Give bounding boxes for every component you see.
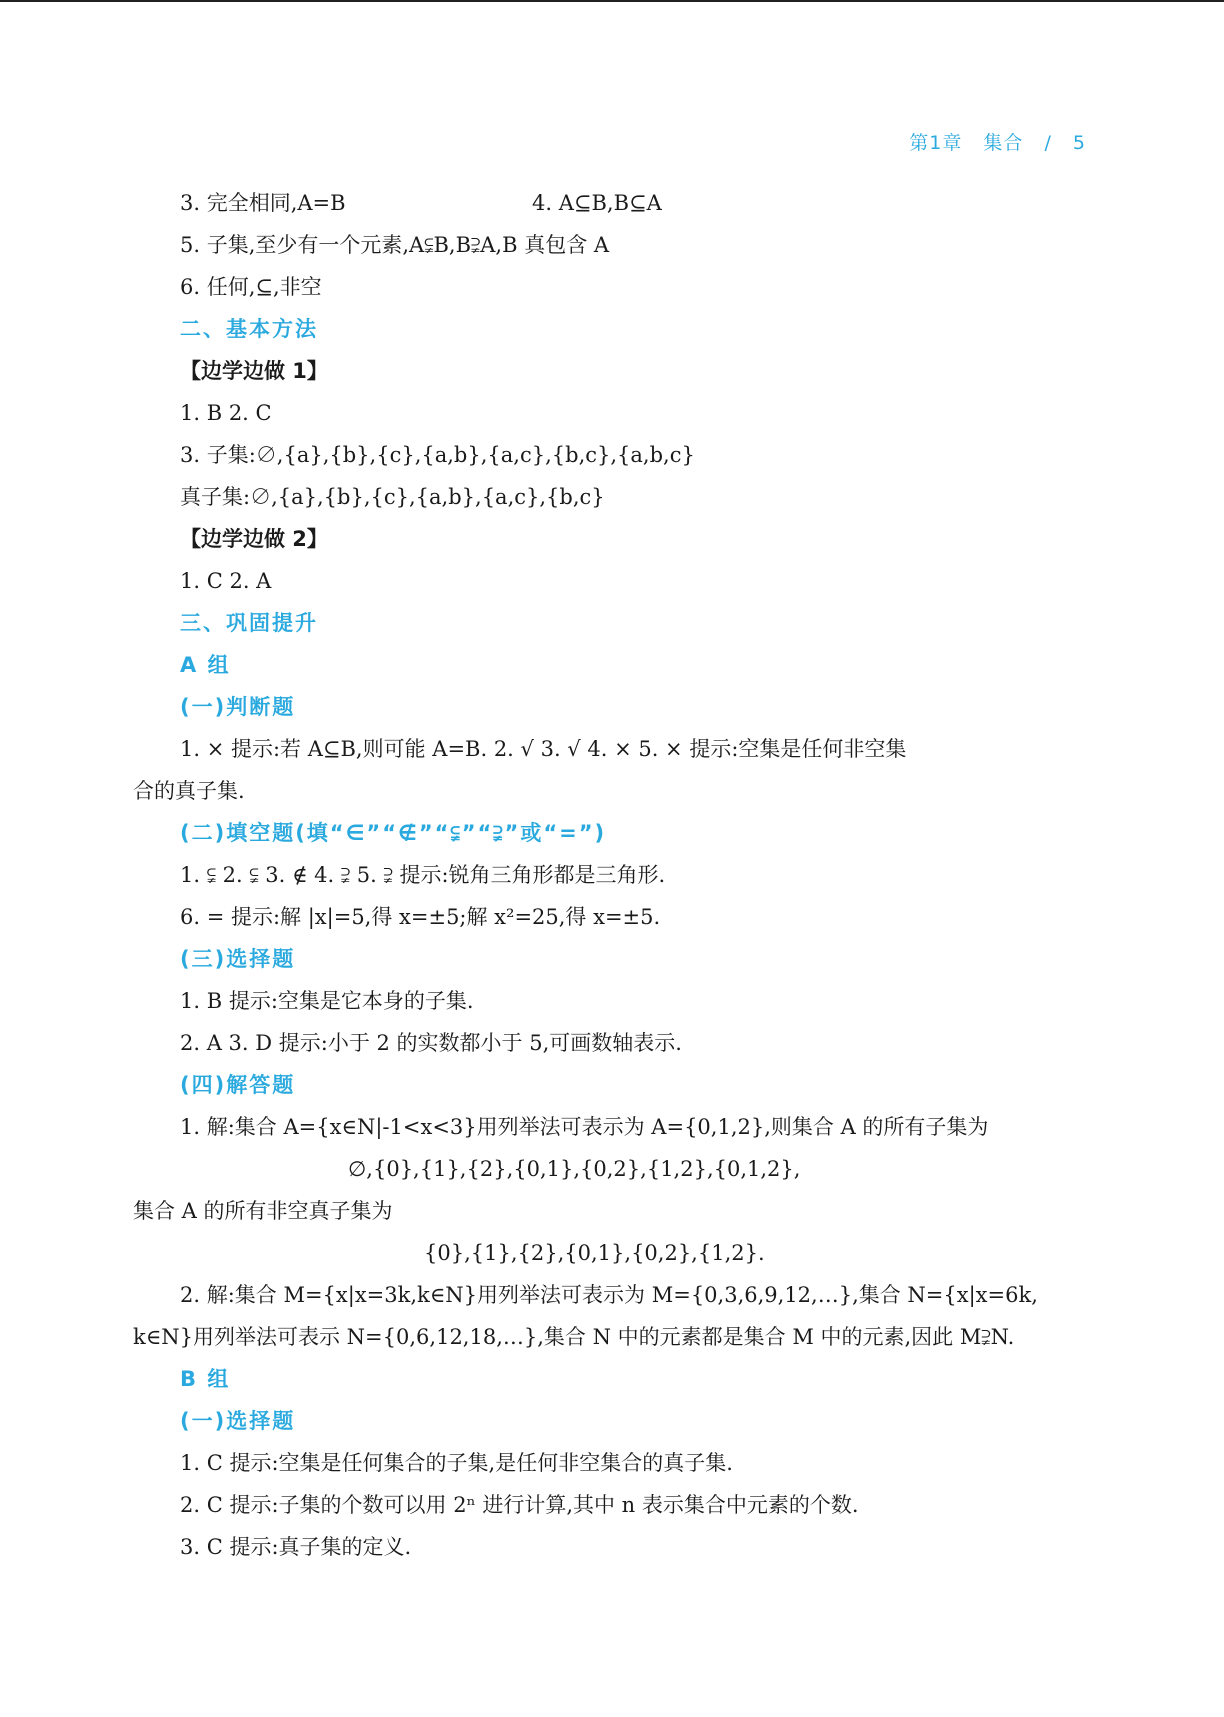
text-line: 1. C 2. A (180, 569, 272, 593)
text-line: 6. = 提示:解 |x|=5,得 x=±5;解 x²=25,得 x=±5. (180, 905, 661, 929)
text-line: 1. B 提示:空集是它本身的子集. (180, 989, 474, 1013)
text-line: 真子集:∅,{a},{b},{c},{a,b},{a,c},{b,c} (180, 485, 605, 509)
page-number: 5 (1072, 132, 1086, 154)
section-heading: (三)选择题 (180, 947, 296, 971)
text-line: 2. A 3. D 提示:小于 2 的实数都小于 5,可画数轴表示. (180, 1031, 682, 1055)
text-line: 集合 A 的所有非空真子集为 (133, 1199, 393, 1223)
section-heading: 二、基本方法 (180, 317, 318, 341)
text-line: 【边学边做 2】 (180, 527, 328, 551)
text-line: ∅,{0},{1},{2},{0,1},{0,2},{1,2},{0,1,2}, (348, 1157, 801, 1181)
text-line: 1. C 提示:空集是任何集合的子集,是任何非空集合的真子集. (180, 1451, 733, 1475)
section-heading: (一)判断题 (180, 695, 296, 719)
text-line: 2. 解:集合 M={x|x=3k,k∈N}用列举法可表示为 M={0,3,6,9,12,…},集合 N={x|x=6k, (180, 1283, 1038, 1307)
chapter-title: 集合 (983, 132, 1024, 154)
chapter-label: 第1章 (909, 132, 963, 154)
section-heading: 三、巩固提升 (180, 611, 318, 635)
text-line: 3. C 提示:真子集的定义. (180, 1535, 412, 1559)
text-line: 5. 子集,至少有一个元素,A⫋B,B⫌A,B 真包含 A (180, 233, 610, 257)
section-heading: (四)解答题 (180, 1073, 296, 1097)
text-line: 1. 解:集合 A={x∈N|-1<x<3}用列举法可表示为 A={0,1,2},则集合 A 的所有子集为 (180, 1115, 989, 1139)
section-heading: B 组 (180, 1367, 231, 1391)
text-line: 3. 子集:∅,{a},{b},{c},{a,b},{a,c},{b,c},{a,b,c} (180, 443, 695, 467)
text-line: k∈N}用列举法可表示 N={0,6,12,18,…},集合 N 中的元素都是集合 M 中的元素,因此 M⫌N. (133, 1325, 1015, 1349)
text-line: 1. × 提示:若 A⊆B,则可能 A=B. 2. √ 3. √ 4. × 5. × 提示:空集是任何非空集 (180, 737, 907, 761)
text-line: 2. C 提示:子集的个数可以用 2ⁿ 进行计算,其中 n 表示集合中元素的个数. (180, 1493, 859, 1517)
text-line: 【边学边做 1】 (180, 359, 328, 383)
text-line: 1. ⫋ 2. ⫋ 3. ∉ 4. ⫌ 5. ⫌ 提示:锐角三角形都是三角形. (180, 863, 666, 887)
section-heading: A 组 (180, 653, 231, 677)
section-heading: (一)选择题 (180, 1409, 296, 1433)
text-line: 4. A⊆B,B⊆A (532, 191, 662, 215)
text-line: 6. 任何,⊆,非空 (180, 275, 322, 299)
text-line: 合的真子集. (133, 779, 245, 803)
text-line: 1. B 2. C (180, 401, 272, 425)
section-heading: (二)填空题(填“∈”“∉”“⫋”“⫌”或“=”) (180, 821, 607, 845)
text-line: 3. 完全相同,A=B (180, 191, 346, 215)
header-separator: / (1044, 132, 1052, 154)
text-line: {0},{1},{2},{0,1},{0,2},{1,2}. (424, 1241, 765, 1265)
